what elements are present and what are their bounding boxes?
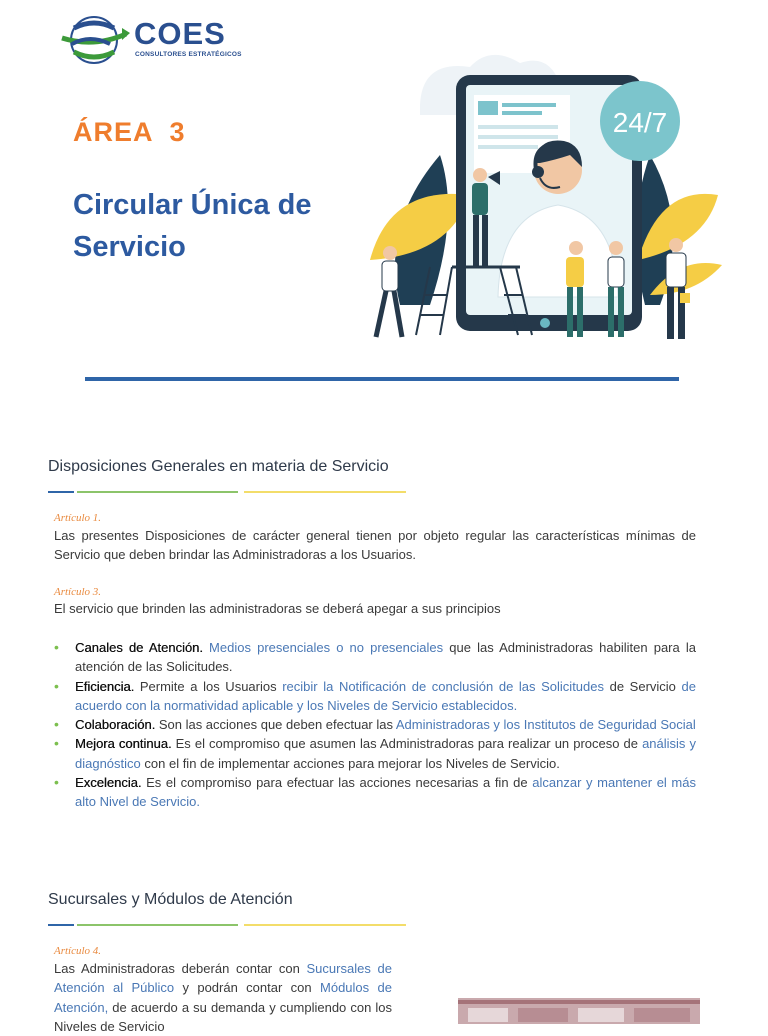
customer-service-illustration [360,45,730,355]
article-text: Las presentes Disposiciones de carácter general tienen por objeto regular las características mínimas de Servicio que deben brindar las Administradoras a los Usuarios. [54,528,696,563]
article-label: Artículo 1. [54,512,102,524]
list-item [54,638,696,677]
page-title: Circular Única de Servicio [73,189,312,263]
article-text: El servicio que brinden las administradoras se deberá apegar a sus principios [54,601,501,616]
article-link: Módulos de Atención, [54,980,392,1015]
list-item [54,734,696,773]
list-item [54,715,696,734]
article-text-part: de acuerdo a su demanda y cumpliendo con los Niveles de Servicio [54,999,392,1034]
article-text [54,959,392,1036]
bullet-icon: • [54,774,59,791]
principle-link: recibir la Notificación de conclusión de las Solicitudes [282,678,604,694]
principle-link: análisis y diagnóstico [75,736,696,771]
logo-subtitle: CONSULTORES ESTRATÉGICOS [135,51,242,58]
principle-term: Colaboración. [75,717,156,733]
article-label: Artículo 3. [54,586,102,598]
article-text-part: y podrán contar con [174,980,321,996]
logo-name: COES [134,16,226,51]
article-label: Artículo 4. [54,945,102,957]
principle-text: Son las acciones que deben efectuar las [155,717,396,733]
branch-office-photo [458,998,700,1024]
principle-term: Excelencia. [75,775,142,791]
list-item [54,677,696,716]
principle-term: Canales de Atención. [75,640,203,655]
globe-icon [60,14,130,66]
area-label: ÁREA 3 [73,117,186,147]
principle-term: Eficiencia. [75,678,135,694]
article-link: Sucursales de Atención al Público [54,961,392,996]
article-text-part: Las Administradoras deberán contar con [54,961,307,976]
principle-link: Administradoras y los Institutos de Seguridad Social [395,717,696,733]
bullet-icon: • [54,677,59,694]
principle-link: alcanzar y mantener el más alto Nivel de Servicio. [75,775,696,810]
principle-link: de acuerdo con la normatividad aplicable y los Niveles de Servicio establecidos. [75,678,696,713]
bullet-icon: • [54,639,59,655]
coes-logo [60,14,240,66]
hero-divider [85,377,679,381]
principles-list [54,638,696,812]
principle-text: Es el compromiso que asumen las Administradoras para realizar un proceso de [171,736,643,752]
section-title-disposiciones: Disposiciones Generales en materia de Servicio [48,458,389,475]
principle-text: que las Administradoras habiliten para la atención de las Solicitudes. [75,640,696,675]
principle-text: Permite a los Usuarios [134,678,283,694]
principle-text: de Servicio [604,678,682,694]
bullet-icon: • [54,735,59,752]
section-title-sucursales: Sucursales y Módulos de Atención [48,891,293,908]
principle-link: Medios presenciales o no presenciales [209,640,444,655]
availability-badge: 24/7 [612,107,668,138]
list-item [54,773,696,812]
bullet-icon: • [54,716,59,733]
principle-text: Es el compromiso para efectuar las acciones necesarias a fin de [141,775,533,791]
principle-term: Mejora continua. [75,736,172,752]
principle-text: con el fin de implementar acciones para mejorar los Niveles de Servicio. [140,755,560,771]
